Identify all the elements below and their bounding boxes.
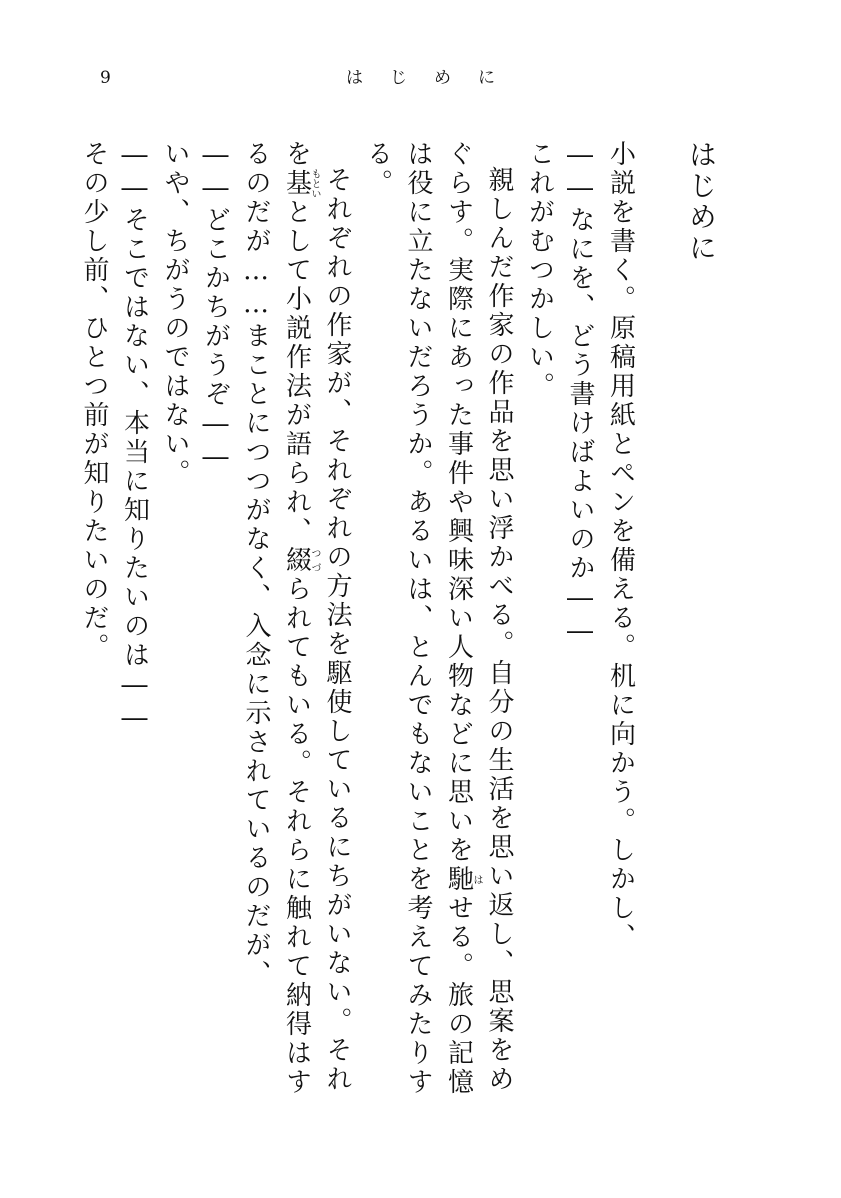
ruby-hase (443, 865, 482, 894)
running-head: はじめに (346, 68, 522, 88)
body-text (74, 140, 722, 1120)
paragraph-8-dialogue: ――そこではない、本当に知りたいのは―― (119, 140, 150, 736)
paragraph-5-part-1: それぞれの作家が、それぞれの方法を駆使しているにちがいない。それを (281, 140, 352, 1094)
paragraph-5-part-2: として小説作法が語られ、 (281, 198, 312, 546)
paragraph-4-part-1: 親しんだ作家の作品を思い浮かべる。自分の生活を思い返し、思案をめぐらす。実際にあった事件や興味深い人物などに思いを (443, 140, 514, 1094)
page-number: 9 (100, 68, 111, 88)
ruby-tsuzu (281, 546, 320, 575)
paragraph-3: これがむつかしい。 (524, 140, 555, 401)
ruby-tsuzu-base: 綴 (281, 546, 312, 575)
ruby-motoi-base: 基 (281, 168, 312, 199)
paragraph-4-part-2: せる。旅の記憶は役に立たないだろうか。あるいは、とんでもないことを考えてみたりする。 (362, 140, 474, 1097)
paragraph-4 (357, 140, 519, 1120)
chapter-title: はじめに (685, 140, 718, 264)
paragraph-9: その少し前、ひとつ前が知りたいのだ。 (79, 140, 109, 662)
ruby-motoi (281, 168, 320, 199)
ruby-motoi-reading: もとい (309, 168, 320, 199)
ruby-tsuzu-reading: つづ (309, 546, 320, 575)
paragraph-6-dialogue: ――どこかちがうぞ―― (200, 140, 231, 475)
paragraph-5 (236, 140, 358, 1120)
paragraph-5-part-3: られてもいる。それらに触れて納得はするのだが……まことにつつがなく、入念に示されているのだが、 (241, 140, 312, 1097)
ruby-hase-reading: は (471, 865, 482, 894)
paragraph-7: いや、ちがうのではない。 (160, 140, 190, 488)
ruby-hase-base: 馳 (443, 865, 474, 894)
paragraph-2-dialogue: ――なにを、どう書けばよいのか―― (565, 140, 595, 649)
paragraph-1: 小説を書く。原稿用紙とペンを備える。机に向かう。しかし、 (605, 140, 636, 952)
